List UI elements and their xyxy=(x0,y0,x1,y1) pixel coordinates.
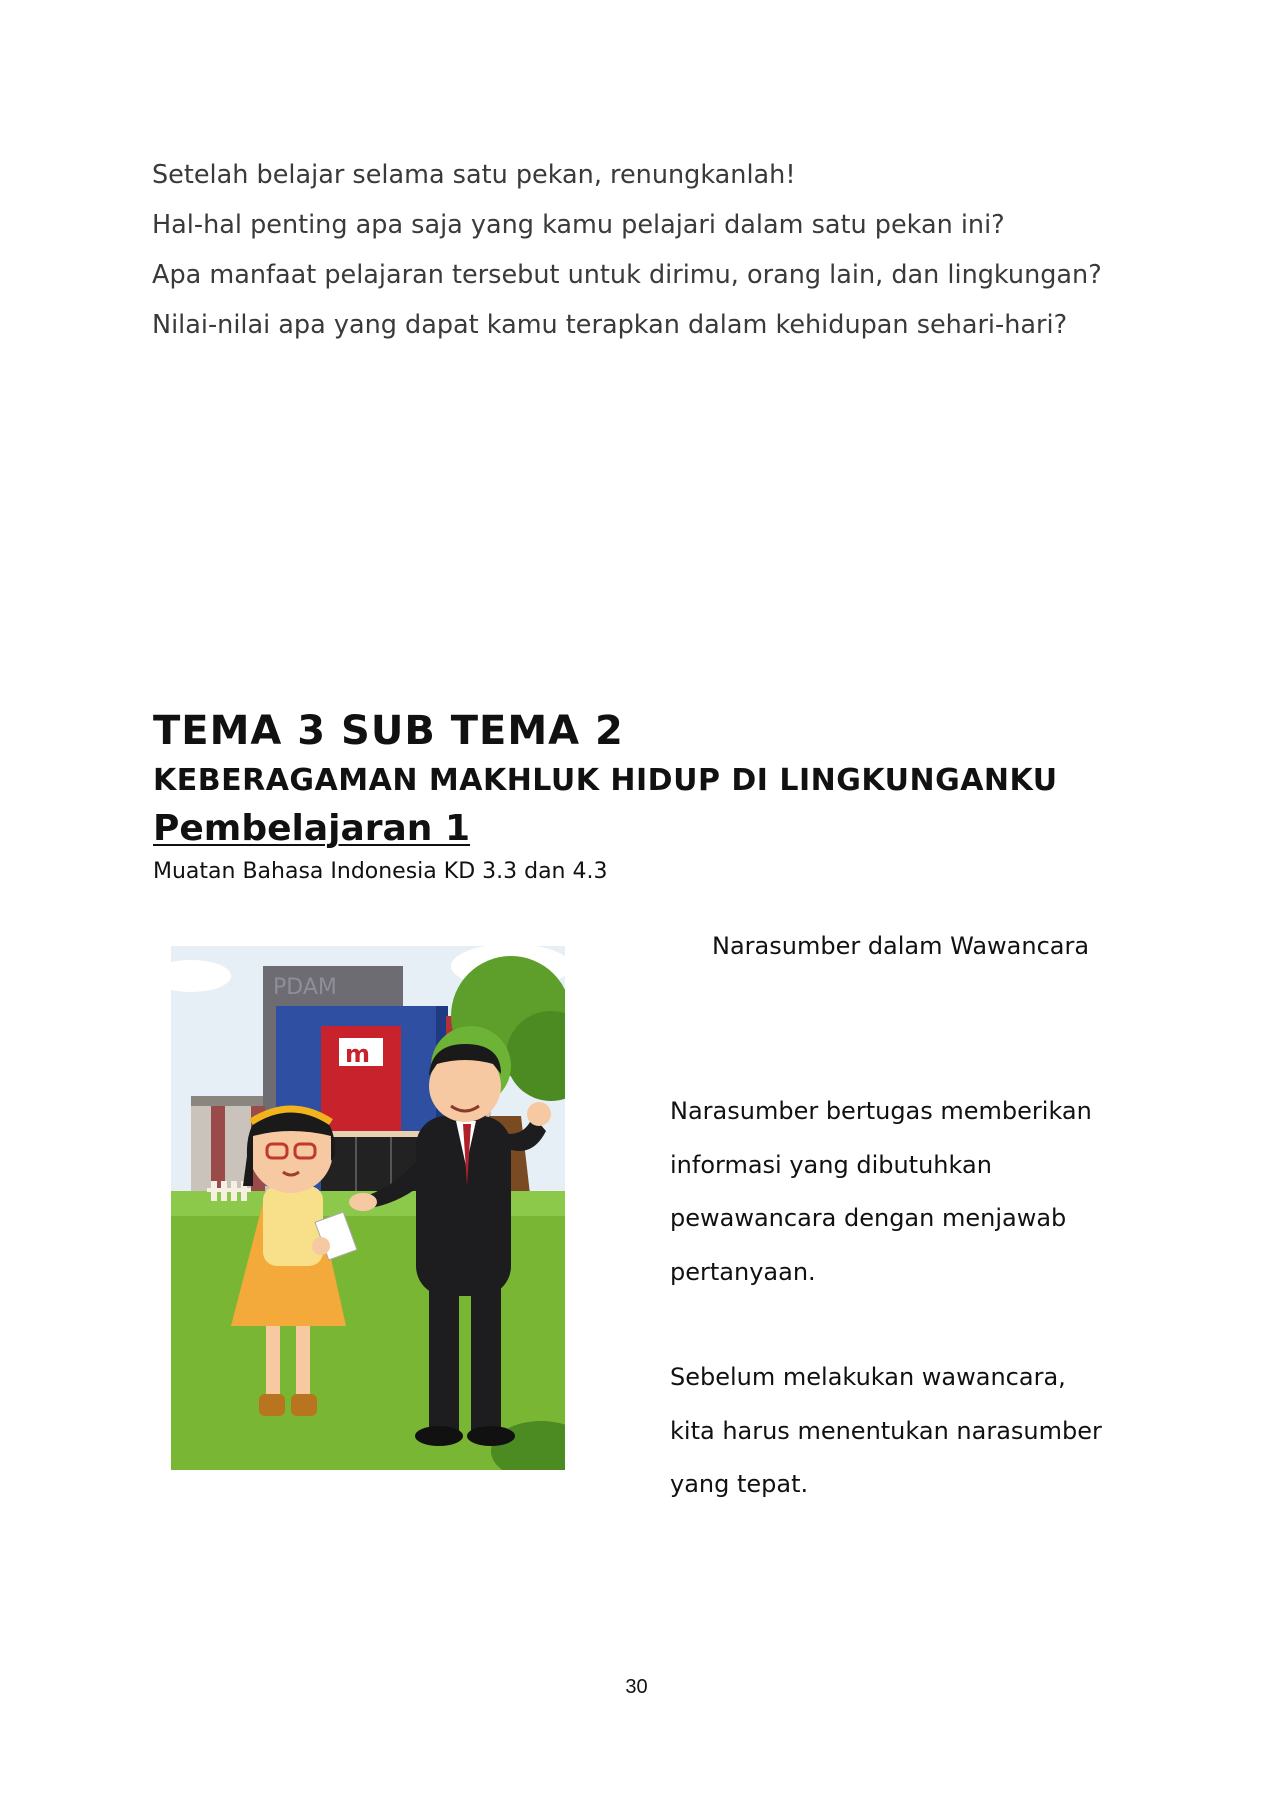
lesson-heading xyxy=(153,705,1153,891)
theme-title: TEMA 3 SUB TEMA 2 xyxy=(153,708,624,754)
page-number: 30 xyxy=(625,1676,648,1698)
svg-text:m: m xyxy=(345,1040,371,1068)
paragraph-line: Narasumber bertugas memberikan xyxy=(670,1097,1092,1125)
lesson-title: Pembelajaran 1 xyxy=(153,808,471,849)
paragraph-line: pertanyaan. xyxy=(670,1257,816,1286)
paragraph-line: yang tepat. xyxy=(670,1470,809,1498)
reflection-line: Apa manfaat pelajaran tersebut untuk dirimu, orang lain, dan lingkungan? xyxy=(152,260,1102,290)
reflection-line: Nilai-nilai apa yang dapat kamu terapkan dalam kehidupan sehari-hari? xyxy=(152,310,1068,340)
reflection-prompt xyxy=(152,150,1182,350)
paragraph-gap xyxy=(670,1299,1110,1351)
side-title: Narasumber dalam Wawancara xyxy=(712,932,1090,960)
subtheme-title: KEBERAGAMAN MAKHLUK HIDUP DI LINGKUNGANKU xyxy=(153,763,1058,798)
interview-illustration xyxy=(171,946,565,1470)
paragraph-line: Sebelum melakukan wawancara, xyxy=(670,1363,1066,1391)
subject-line: Muatan Bahasa Indonesia KD 3.3 dan 4.3 xyxy=(153,859,608,884)
paragraph-line: pewawancara dengan menjawab xyxy=(670,1204,1067,1232)
reflection-line: Setelah belajar selama satu pekan, renungkanlah! xyxy=(152,160,796,190)
paragraph-line: kita harus menentukan narasumber xyxy=(670,1416,1102,1445)
building-sign: PDAM xyxy=(273,975,337,1000)
reflection-line: Hal-hal penting apa saja yang kamu pelajari dalam satu pekan ini? xyxy=(152,210,1005,240)
explanation-text xyxy=(670,1085,1110,1512)
paragraph-line: informasi yang dibutuhkan xyxy=(670,1150,992,1179)
